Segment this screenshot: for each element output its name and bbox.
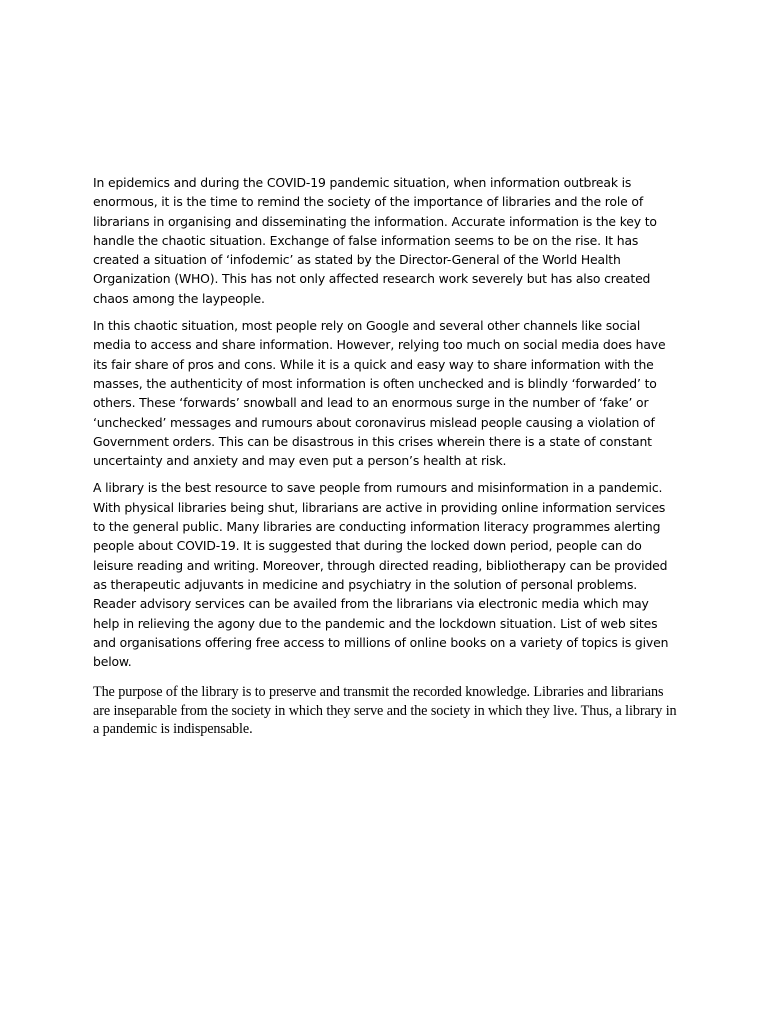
document-body (93, 173, 678, 747)
paragraph-infodemic: In epidemics and during the COVID-19 pandemic situation, when information outbreak is enormous, it is the time to remind the society of the importance of libraries and the role of librarians in organising and disseminating the information. Accurate information is the key to handle the chaotic situation. Exchange of false information seems to be on the rise. It has created a situation of ‘infodemic’ as stated by the Director-General of the World Health Organization (WHO). This has not only affected research work severely but has also created chaos among the laypeople. (93, 175, 657, 306)
paragraph-library-resource: A library is the best resource to save people from rumours and misinformation in a pandemic. With physical libraries being shut, librarians are active in providing online information services to the general public. Many libraries are conducting information literacy programmes alerting people about COVID-19. It is suggested that during the locked down period, people can do leisure reading and writing. Moreover, through directed reading, bibliotherapy can be provided as therapeutic adjuvants in medicine and psychiatry in the solution of personal problems. Reader advisory services can be availed from the librarians via electronic media which may help in relieving the agony due to the pandemic and the lockdown situation. List of web sites and organisations offering free access to millions of online books on a variety of topics is given below. (93, 480, 669, 670)
paragraph-social-media: In this chaotic situation, most people rely on Google and several other channels like social media to access and share information. However, relying too much on social media does have its fair share of pros and cons. While it is a quick and easy way to share information with the masses, the authenticity of most information is often unchecked and is blindly ‘forwarded’ to others. These ‘forwards’ snowball and lead to an enormous surge in the number of ‘fake’ or ‘unchecked’ messages and rumours about coronavirus mislead people causing a violation of Government orders. This can be disastrous in this crises wherein there is a state of constant uncertainty and anxiety and may even put a person’s health at risk. (93, 318, 666, 469)
paragraph-library-purpose: The purpose of the library is to preserve and transmit the recorded knowledge. Libraries and librarians are inseparable from the society in which they serve and the society in which they live. Thus, a library in a pandemic is indispensable. (93, 684, 677, 738)
